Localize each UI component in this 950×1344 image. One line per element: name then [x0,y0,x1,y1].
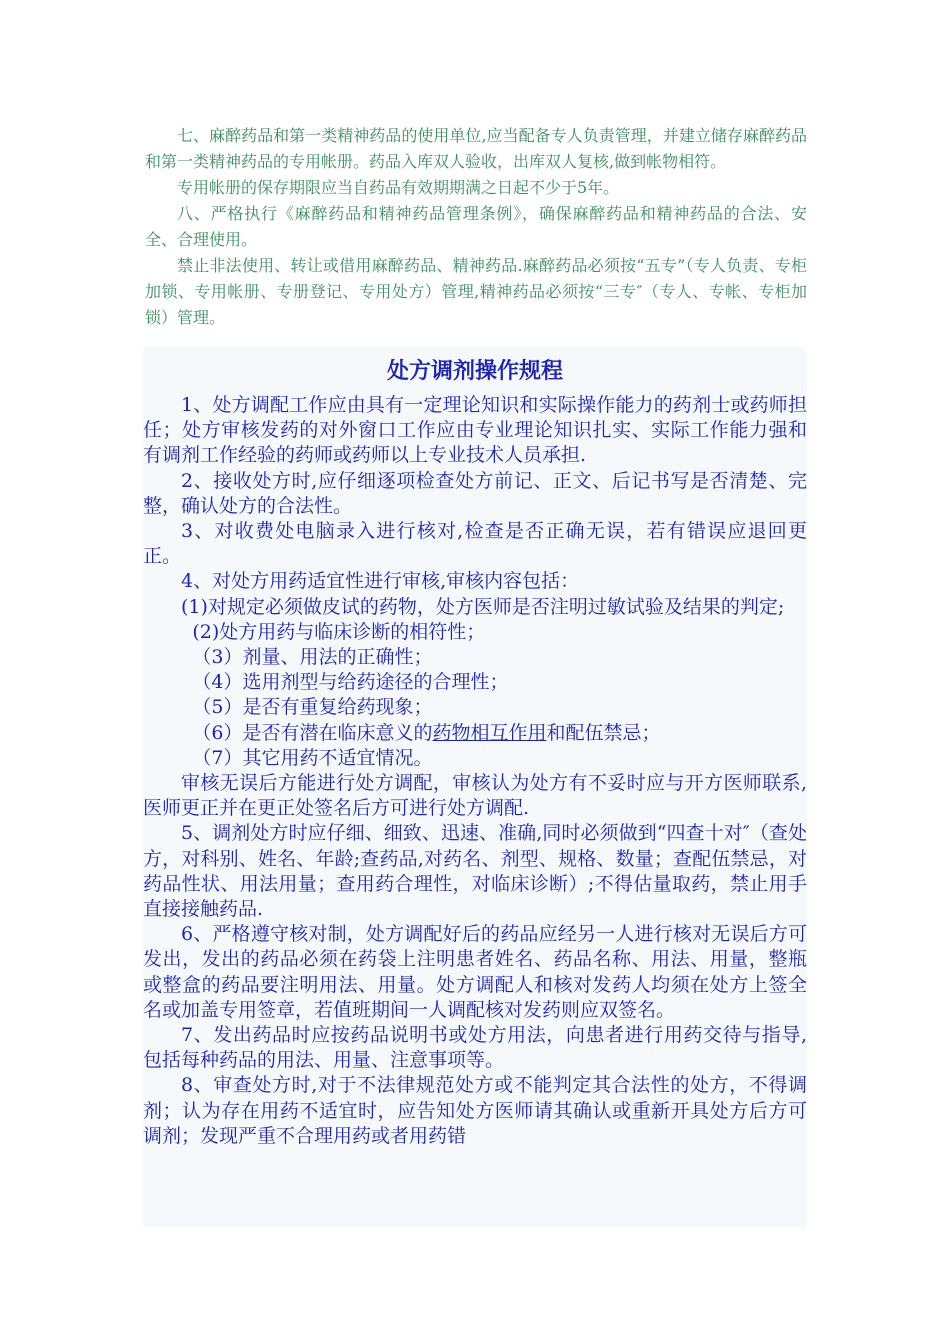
review-item-2: (2)处方用药与临床诊断的相符性； [192,620,486,643]
paragraph-2: 2、接收处方时,应仔细逐项检查处方前记、正文、后记书写是否清楚、完整，确认处方的合法性。 [143,469,807,517]
review-item-3: （3）剂量、用法的正确性； [192,646,433,669]
paragraph-seven: 七、麻醉药品和第一类精神药品的使用单位,应当配备专人负责管理，并建立储存麻醉药品和第一类精神药品的专用帐册。药品入库双人验收，出库双人复核,做到帐物相符。 [145,126,807,171]
paragraph-3: 3、对收费处电脑录入进行核对,检查是否正确无误，若有错误应退回更正。 [143,520,807,568]
review-item-6-text: （6）是否有潜在临床意义的 [192,721,433,744]
narcotics-management-section [145,123,807,331]
paragraph-prohibition: 禁止非法使用、转让或借用麻醉药品、精神药品.麻醉药品必须按“五专”（专人负责、专柜加锁、专用帐册、专册登记、专用处方）管理,精神药品必须按“三专″（专人、专帐、专柜加锁）管理。 [145,256,807,327]
paragraph-8: 8、审查处方时,对于不法律规范处方或不能判定其合法性的处方，不得调剂；认为存在用药不适宜时，应告知处方医师请其确认或重新开具处方后方可调剂；发现严重不合理用药或者用药错 [143,1074,807,1147]
review-item-5: （5）是否有重复给药现象； [192,696,433,719]
paragraph-5: 5、调剂处方时应仔细、细致、迅速、准确,同时必须做到“四查十对″（查处方，对科别、姓名、年龄;查药品,对药名、剂型、规格、数量；查配伍禁忌，对药品性状、用法用量；查用药合理性，对临床诊断）;不得估量取药，禁止用手直接接触药品. [143,822,807,921]
review-item-6-suffix: 和配伍禁忌； [546,721,661,744]
dispensing-procedure-section [143,347,807,1227]
paragraph-4: 4、对处方用药适宜性进行审核,审核内容包括： [181,570,580,593]
paragraph-7: 7、发出药品时应按药品说明书或处方用法，向患者进行用药交待与指导,包括每种药品的用法、用量、注意事项等。 [143,1024,807,1072]
review-item-6 [143,721,807,746]
paragraph-ledger-retention: 专用帐册的保存期限应当自药品有效期期满之日起不少于5年。 [177,178,620,197]
paragraph-6: 6、严格遵守核对制，处方调配好后的药品应经另一人进行核对无误后方可发出，发出的药品必须在药袋上注明患者姓名、药品名称、用法、用量，整瓶或整盒的药品要注明用法、用量。处方调配人和核对发药人均须在处方上签全名或加盖专用签章，若值班期间一人调配核对发药则应双签名。 [143,923,807,1021]
paragraph-1: 1、处方调配工作应由具有一定理论知识和实际操作能力的药剂士或药师担任；处方审核发药的对外窗口工作应由专业理论知识扎实、实际工作能力强和有调剂工作经验的药师或药师以上专业技术人员承担. [143,394,807,467]
paragraph-eight: 八、严格执行《麻醉药品和精神药品管理条例》，确保麻醉药品和精神药品的合法、安全、合理使用。 [145,204,807,249]
section-title: 处方调剂操作规程 [386,359,563,384]
review-item-1: (1)对规定必须做皮试的药物，处方医师是否注明过敏试验及结果的判定; [181,595,785,618]
review-item-7: （7）其它用药不适宜情况。 [192,746,433,769]
review-item-4: （4）选用剂型与给药途径的合理性； [192,671,509,694]
drug-interaction-link[interactable]: 药物相互作用 [432,721,547,744]
paragraph-review-result: 审核无误后方能进行处方调配，审核认为处方有不妥时应与开方医师联系,医师更正并在更正处签名后方可进行处方调配. [143,772,807,820]
